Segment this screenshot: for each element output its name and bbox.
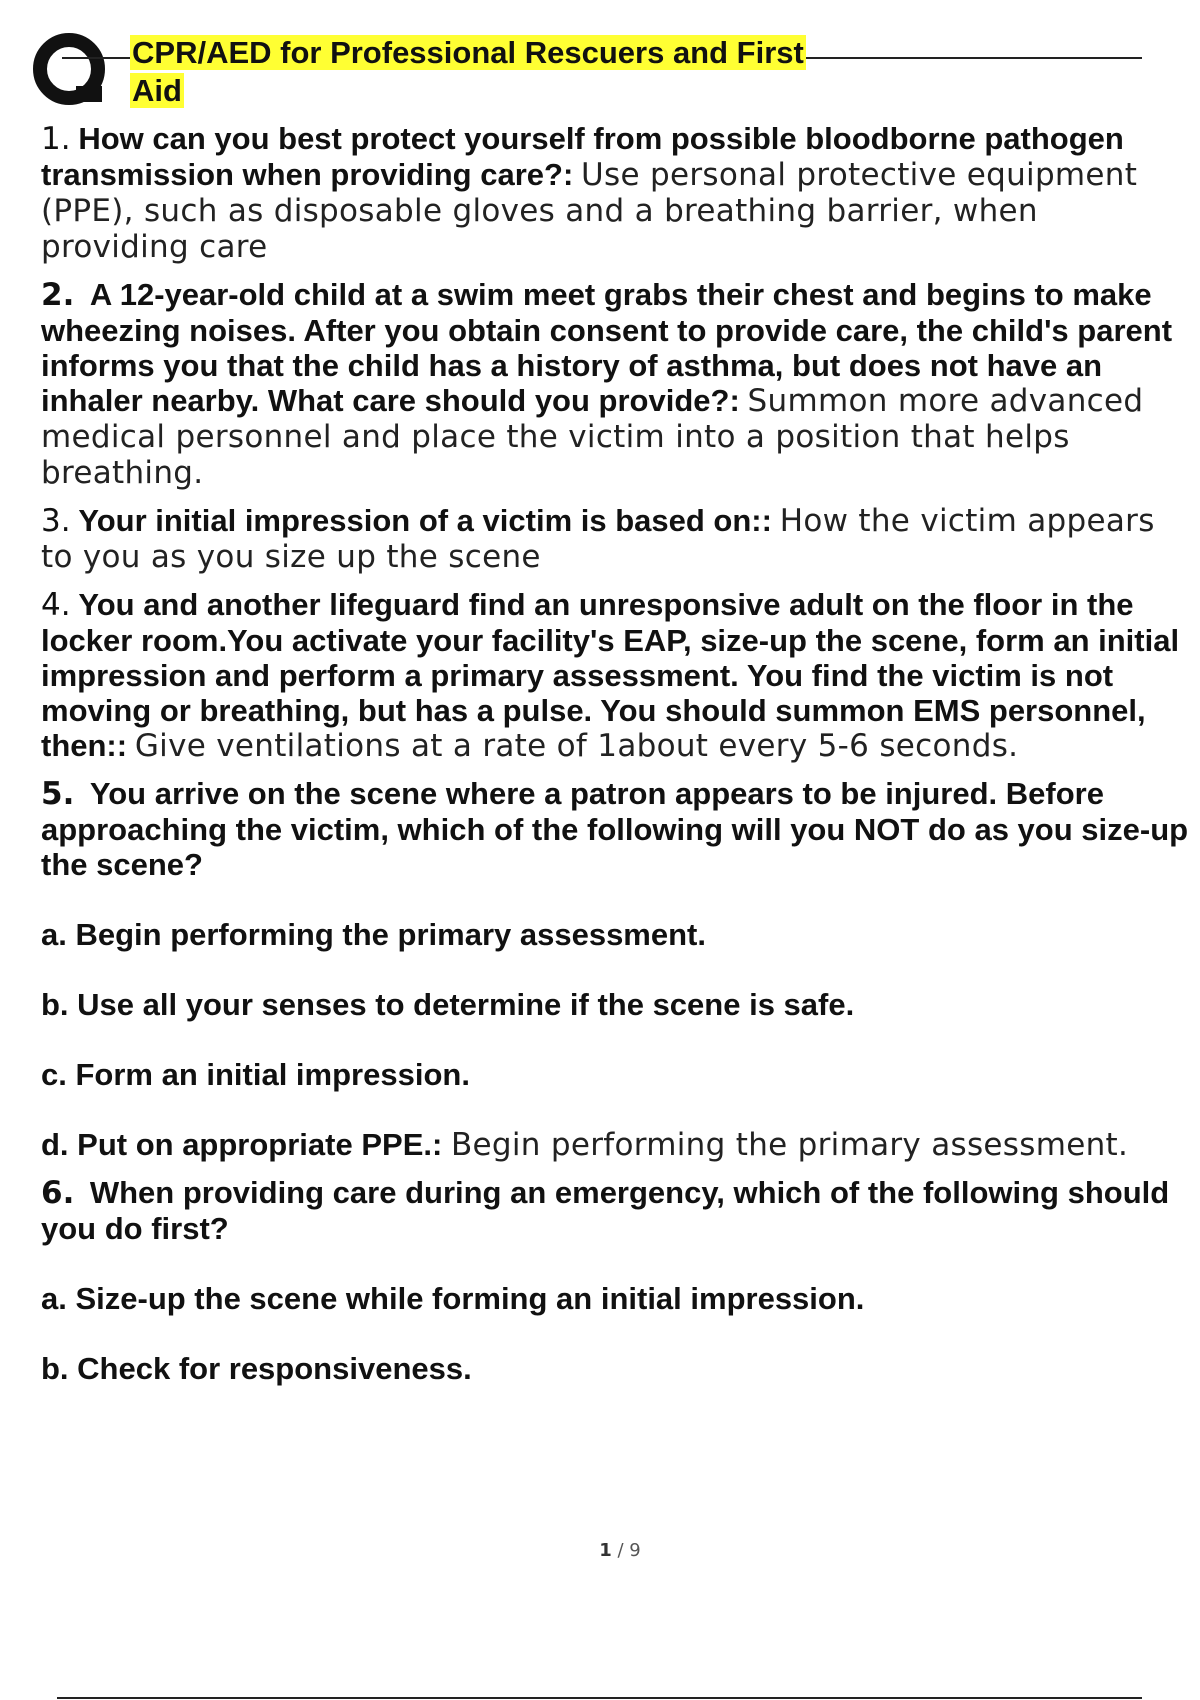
question-text: You arrive on the scene where a patron appears to be injured. Before approaching the victim, which of the following will you NOT do as you size-up the scene? [41, 776, 1189, 882]
question-number: 1. [41, 121, 71, 157]
question-number: 5. [41, 776, 75, 812]
answer-option: a. Begin performing the primary assessment. [41, 917, 706, 952]
q-logo-icon [32, 32, 110, 110]
page-current: 1 [599, 1540, 612, 1561]
question-number: 6. [41, 1175, 75, 1211]
question-list [41, 121, 1191, 1398]
document-title: CPR/AED for Professional Rescuers and First Aid [132, 35, 804, 108]
footer-rule [57, 1697, 1142, 1699]
question-text: A 12-year-old child at a swim meet grabs their chest and begins to make wheezing noises. After you obtain consent to provide care, the child's parent informs you that the child has a history of asthma, but does not have an inhaler nearby. What care should you provide?: [41, 277, 1173, 418]
question-item [41, 587, 1191, 764]
question-text: Your initial impression of a victim is based on:: [78, 503, 772, 538]
question-item [41, 776, 1191, 1163]
page-indicator [0, 1540, 1200, 1561]
question-text: You and another lifeguard find an unresponsive adult on the floor in the locker room.You activate your facility's EAP, size-up the scene, form an initial impression and perform a primary assessment. You find the victim is not moving or breathing, but has a pulse. You should summon EMS personnel, then:: [41, 587, 1180, 763]
answer-text: Summon more advanced medical personnel and place the victim into a position that helps breathing. [41, 383, 1144, 491]
page-total: / 9 [617, 1540, 641, 1561]
answer-text: Use personal protective equipment (PPE), such as disposable gloves and a breathing barrier, when providing care [41, 157, 1138, 265]
question-text: How can you best protect yourself from possible bloodborne pathogen transmission when providing care?: [41, 121, 1124, 192]
answer-option: c. Form an initial impression. [41, 1057, 470, 1092]
question-item [41, 1175, 1191, 1386]
answer-text: Begin performing the primary assessment. [450, 1127, 1129, 1163]
answer-option: b. Check for responsiveness. [41, 1351, 472, 1386]
question-number: 2. [41, 277, 75, 313]
question-number: 4. [41, 587, 71, 623]
question-item [41, 503, 1191, 575]
answer-option: d. Put on appropriate PPE.: [41, 1127, 443, 1162]
question-item [41, 277, 1191, 491]
answer-text: Give ventilations at a rate of 1about every 5-6 seconds. [134, 728, 1019, 764]
answer-option: a. Size-up the scene while forming an initial impression. [41, 1281, 865, 1316]
question-text: When providing care during an emergency, which of the following should you do first? [41, 1175, 1170, 1246]
question-number: 3. [41, 503, 71, 539]
answer-option-with-answer [41, 1127, 1191, 1163]
question-item [41, 121, 1191, 265]
answer-text: How the victim appears to you as you size up the scene [41, 503, 1155, 575]
answer-option: b. Use all your senses to determine if the scene is safe. [41, 987, 855, 1022]
